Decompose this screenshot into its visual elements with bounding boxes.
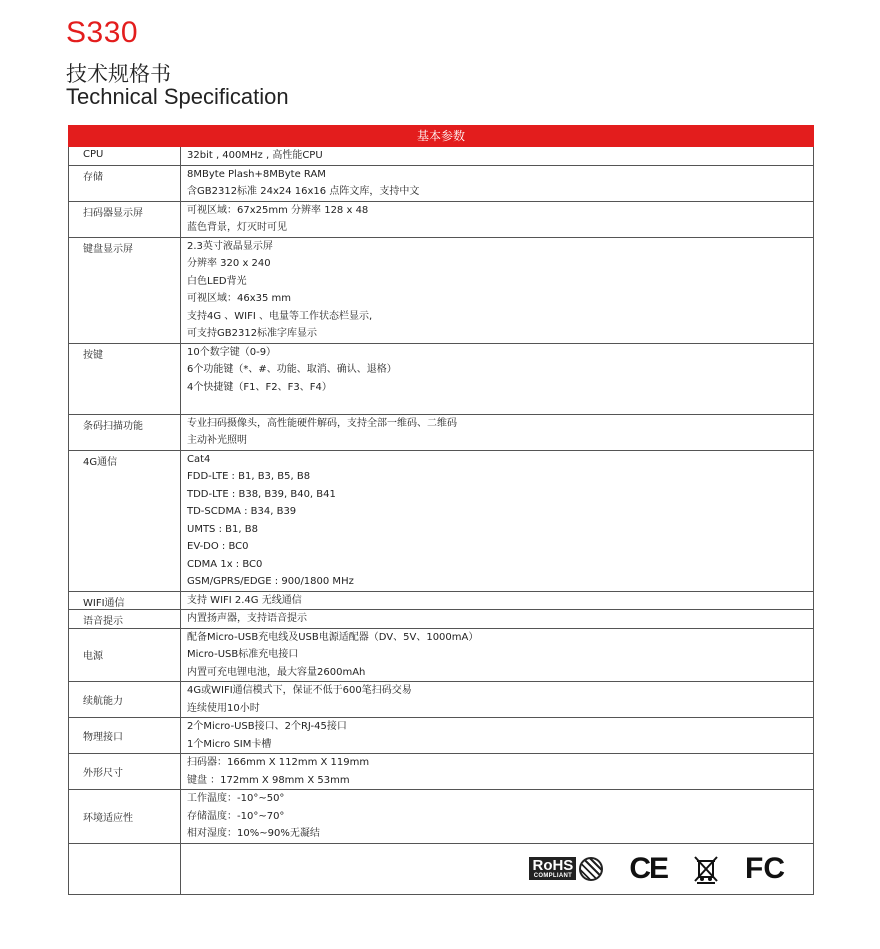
spec-value-line: 2个Micro-USB接口、2个RJ-45接口 xyxy=(187,721,347,732)
spec-value-line: 32bit , 400MHz , 高性能CPU xyxy=(187,150,323,161)
table-row xyxy=(69,591,814,610)
spec-value-line: EV-DO : BC0 xyxy=(187,541,249,552)
spec-value-line: 主动补光照明 xyxy=(187,435,247,446)
logos-cell xyxy=(181,843,814,894)
spec-label: 扫码器显示屏 xyxy=(69,201,181,237)
spec-value xyxy=(181,414,814,450)
spec-value-line: 存储温度：-10°~70° xyxy=(187,810,285,822)
table-row xyxy=(69,754,814,790)
spec-value-line: 4个快捷键（F1、F2、F3、F4） xyxy=(187,381,332,393)
spec-label: 键盘显示屏 xyxy=(69,237,181,343)
spec-value xyxy=(181,450,814,591)
spec-value-line: TDD-LTE : B38, B39, B40, B41 xyxy=(187,488,336,500)
logo-strip xyxy=(181,844,813,894)
rohs-compliant-text: COMPLIANT xyxy=(533,873,573,879)
spec-label: 4G通信 xyxy=(69,450,181,591)
spec-value-line: GSM/GPRS/EDGE : 900/1800 MHz xyxy=(187,576,354,587)
table-row xyxy=(69,718,814,754)
spec-value xyxy=(181,147,814,166)
spec-value-line: FDD-LTE : B1, B3, B5, B8 xyxy=(187,471,311,482)
spec-value xyxy=(181,237,814,343)
spec-value-line: 蓝色背景，灯灭时可见 xyxy=(187,222,287,233)
spec-value-line xyxy=(187,396,813,414)
rohs-logo xyxy=(529,857,603,881)
rohs-text: RoHS xyxy=(532,857,574,874)
spec-value xyxy=(181,343,814,414)
spec-value-line: 白色LED背光 xyxy=(187,275,247,287)
spec-value-line: CDMA 1x : BC0 xyxy=(187,558,263,570)
spec-value-line: 工作温度：-10°~50° xyxy=(187,793,285,804)
section-title: 基本参数 xyxy=(69,126,814,147)
spec-value-line: 内置可充电锂电池，最大容量2600mAh xyxy=(187,666,366,678)
spec-value-line: 内置扬声器，支持语音提示 xyxy=(187,613,307,624)
spec-value-line: 可视区域：46x35 mm xyxy=(187,293,292,304)
spec-value-line: UMTS : B1, B8 xyxy=(187,523,258,535)
spec-label: 环境适应性 xyxy=(69,790,181,844)
table-row xyxy=(69,414,814,450)
table-row xyxy=(69,682,814,718)
spec-value-line: 键盘 ：172mm X 98mm X 53mm xyxy=(187,774,350,786)
spec-value-line: 可视区域：67x25mm 分辨率 128 x 48 xyxy=(187,204,369,216)
table-row xyxy=(69,450,814,591)
spec-label: 续航能力 xyxy=(69,682,181,718)
model-name: S330 xyxy=(66,16,139,49)
spec-value-line: 含GB2312标准 24x24 16x16 点阵文库，支持中文 xyxy=(187,186,420,197)
spec-value-line: 配备Micro-USB充电线及USB电源适配器（DV、5V、1000mA） xyxy=(187,631,479,643)
spec-value-line: 2.3英寸液晶显示屏 xyxy=(187,240,273,252)
spec-value xyxy=(181,628,814,682)
spec-value-line: 相对湿度：10%~90%无凝结 xyxy=(187,828,320,839)
spec-label: 电源 xyxy=(69,628,181,682)
spec-value xyxy=(181,610,814,629)
spec-label: 外形尺寸 xyxy=(69,754,181,790)
table-row xyxy=(69,165,814,201)
table-row xyxy=(69,201,814,237)
spec-label: 按键 xyxy=(69,343,181,414)
spec-label: 物理接口 xyxy=(69,718,181,754)
spec-value-line: 1个Micro SIM卡槽 xyxy=(187,738,272,750)
spec-value-line: 8MByte Plash+8MByte RAM xyxy=(187,168,326,180)
spec-value-line: 6个功能键（*、#、功能、取消、确认、退格） xyxy=(187,364,397,375)
fcc-logo: FC xyxy=(745,851,786,885)
spec-value-line: 扫码器：166mm X 112mm X 119mm xyxy=(187,757,370,768)
spec-value-line: 支持 WIFI 2.4G 无线通信 xyxy=(187,594,302,606)
spec-label: 存储 xyxy=(69,165,181,201)
spec-table xyxy=(68,125,814,895)
spec-value xyxy=(181,201,814,237)
table-row xyxy=(69,343,814,414)
spec-value-line: 可支持GB2312标准字库显示 xyxy=(187,328,318,339)
ce-mark: CE xyxy=(629,851,668,885)
rohs-label-box xyxy=(529,857,576,880)
table-row xyxy=(69,147,814,166)
spec-value-line: Micro-USB标准充电接口 xyxy=(187,649,299,660)
spec-value-line: 分辨率 320 x 240 xyxy=(187,258,271,269)
spec-value-line: 10个数字键（0-9） xyxy=(187,346,277,358)
spec-label: CPU xyxy=(69,147,181,166)
title-chinese: 技术规格书 xyxy=(66,62,171,86)
spec-value xyxy=(181,790,814,844)
spec-value-line: 支持4G 、WIFI 、电量等工作状态栏显示, xyxy=(187,310,373,322)
spec-value xyxy=(181,682,814,718)
table-row xyxy=(69,237,814,343)
spec-value-line: TD-SCDMA : B34, B39 xyxy=(187,506,297,517)
table-row xyxy=(69,790,814,844)
spec-label: WIFI通信 xyxy=(69,591,181,610)
section-header-row xyxy=(69,126,814,147)
empty-label-cell xyxy=(69,843,181,894)
title-english: Technical Specification xyxy=(66,84,289,109)
spec-value-line: 连续使用10小时 xyxy=(187,702,260,714)
spec-label: 条码扫描功能 xyxy=(69,414,181,450)
spec-value-line: Cat4 xyxy=(187,453,211,465)
table-row xyxy=(69,610,814,629)
weee-bin-icon xyxy=(693,854,719,884)
spec-value xyxy=(181,754,814,790)
spec-value-line: 专业扫码摄像头，高性能硬件解码，支持全部一维码、二维码 xyxy=(187,417,457,429)
spec-value xyxy=(181,165,814,201)
globe-icon xyxy=(579,857,603,881)
table-row xyxy=(69,628,814,682)
certification-row xyxy=(69,843,814,894)
spec-value xyxy=(181,591,814,610)
spec-value xyxy=(181,718,814,754)
spec-value-line: 4G或WIFI通信模式下，保证不低于600笔扫码交易 xyxy=(187,685,412,696)
spec-label: 语音提示 xyxy=(69,610,181,629)
